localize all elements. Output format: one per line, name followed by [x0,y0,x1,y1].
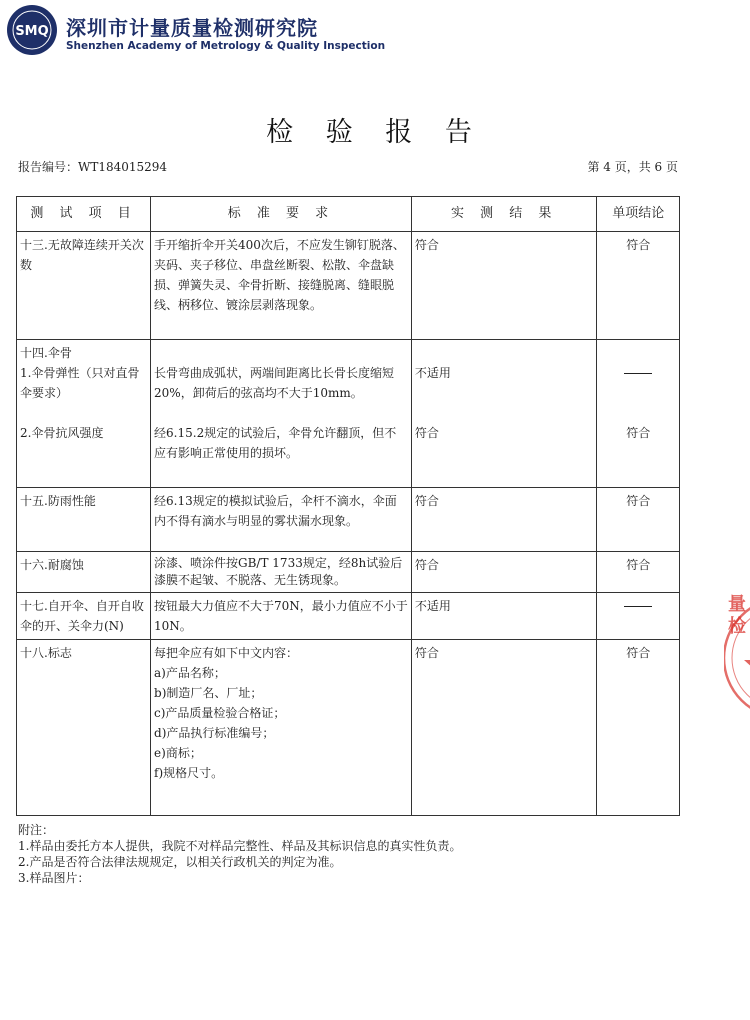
result-cell [411,340,597,488]
requirement-cell: 手开缩折伞开关400次后，不应发生铆钉脱落、夹码、夹子移位、串盘丝断裂、松散、伞盘缺损、弹簧失灵、伞骨折断、接缝脱离、缝眼脱线、柄移位、镀涂层剥落现象。 [151,232,412,340]
result-cell: 不适用 [411,593,597,640]
report-title: 检 验 报 告 [266,117,484,148]
requirement-cell: 经6.13规定的模拟试验后，伞杆不滴水，伞面内不得有滴水与明显的雾状漏水现象。 [151,488,412,552]
sub-item-2: 2.伞骨抗风强度 [20,426,104,440]
note-item: 3.样品图片： [18,871,90,885]
list-item: a)产品名称； [154,666,226,680]
conclusion-cell: 符合 [597,488,680,552]
sub-conclusion-2: 符合 [626,426,651,440]
header-conclusion: 单项结论 [597,197,680,232]
header-requirement: 标 准 要 求 [151,197,412,232]
table-row [17,488,680,552]
sub-item-1: 1.伞骨弹性（只对直骨伞要求） [20,366,140,400]
conclusion-cell: 符合 [597,640,680,816]
not-applicable-dash [600,363,676,383]
page-info: 第 4 页，共 6 页 [587,160,678,174]
item-cell: 十七.自开伞、自开自收伞的开、关伞力(N) [17,593,151,640]
item-cell: 十三.无故障连续开关次数 [17,232,151,340]
table-row [17,340,680,488]
requirement-cell [151,640,412,816]
not-applicable-dash [624,606,652,607]
item-cell: 十六.耐腐蚀 [17,552,151,593]
table-row [17,640,680,816]
item-cell: 十五.防雨性能 [17,488,151,552]
requirement-cell: 涂漆、喷涂件按GB/T 1733规定，经8h试验后漆膜不起皱、不脱落、无生锈现象。 [151,552,412,593]
header-test-item: 测 试 项 目 [17,197,151,232]
requirement-cell: 按钮最大力值应不大于70N，最小力值应不小于10N。 [151,593,412,640]
notes-title: 附注： [18,823,55,837]
table-header-row [17,197,680,232]
item-cell [17,340,151,488]
note-item: 1.样品由委托方本人提供，我院不对样品完整性、样品及其标识信息的真实性负责。 [18,839,462,853]
stamp-text: 量检 [728,594,746,637]
org-name-cn: 深圳市计量质量检测研究院 [66,16,318,40]
result-cell: 符合 [411,488,597,552]
sub-requirement-1: 长骨弯曲成弧状，两端间距离比长骨长度缩短20%，卸荷后的弦高均不大于10mm。 [154,366,395,400]
conclusion-cell [597,593,680,640]
item-cell: 十八.标志 [17,640,151,816]
header [6,4,406,60]
result-cell: 符合 [411,552,597,593]
conclusion-cell [597,340,680,488]
table-row [17,593,680,640]
inspection-table [16,196,680,816]
list-item: c)产品质量检验合格证； [154,706,286,720]
list-item: e)商标； [154,746,202,760]
result-cell: 符合 [411,232,597,340]
header-result: 实 测 结 果 [411,197,597,232]
conclusion-cell: 符合 [597,552,680,593]
table-row [17,552,680,593]
org-name-en: Shenzhen Academy of Metrology & Quality Inspection [66,40,386,52]
table-row [17,232,680,340]
logo-text: SMQ [15,24,49,39]
sub-requirement-2: 经6.15.2规定的试验后，伞骨允许翻顶，但不应有影响正常使用的损坏。 [154,426,397,460]
list-item: d)产品执行标准编号； [154,726,275,740]
list-item: f)规格尺寸。 [154,766,224,780]
notes [18,822,461,886]
sub-result-1: 不适用 [414,366,451,380]
sub-result-2: 符合 [414,426,439,440]
requirement-cell [151,340,412,488]
smq-logo [6,4,58,56]
requirement-intro: 每把伞应有如下中文内容： [154,646,299,660]
list-item: b)制造厂名、厂址； [154,686,263,700]
note-item: 2.产品是否符合法律法规规定，以相关行政机关的判定为准。 [18,855,342,869]
report-number: 报告编号：WT184015294 [18,160,168,174]
result-cell: 符合 [411,640,597,816]
item-title: 十四.伞骨 [20,346,72,360]
conclusion-cell: 符合 [597,232,680,340]
